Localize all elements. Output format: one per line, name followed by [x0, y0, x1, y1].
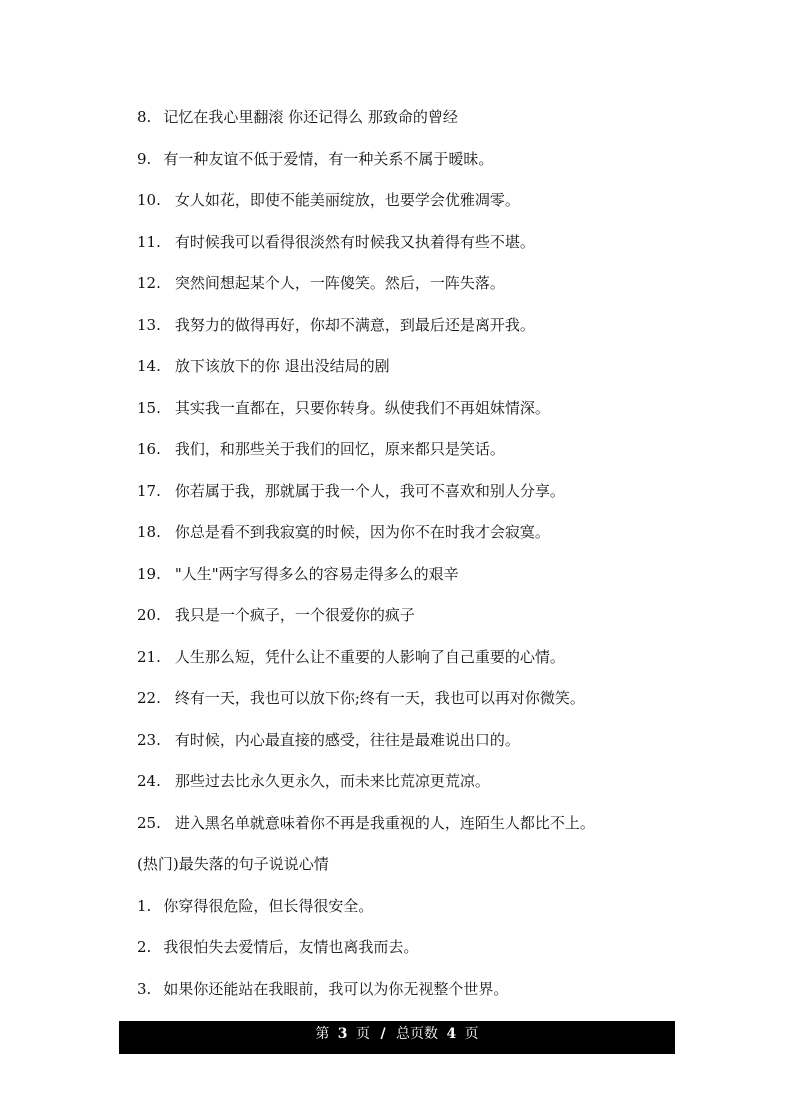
list-item-number: 24. — [137, 772, 161, 790]
list-item-number: 20. — [137, 606, 161, 624]
list-item-number: 18. — [137, 523, 161, 541]
list-item — [137, 187, 697, 229]
list-item — [137, 768, 697, 810]
list-item — [137, 353, 697, 395]
list-item-text: 有一种友谊不低于爱情，有一种关系不属于暧昧。 — [163, 149, 494, 168]
list-item — [137, 976, 697, 1018]
list-item-number: 21. — [137, 647, 161, 666]
list-item-text: 你若属于我，那就属于我一个人，我可不喜欢和别人分享。 — [174, 481, 565, 500]
list-item-text: 我很怕失去爱情后，友情也离我而去。 — [163, 938, 419, 956]
list-item-text: 有时候，内心最直接的感受，往往是最难说出口的。 — [174, 730, 520, 749]
footer-total-label: 总页数 — [396, 1026, 439, 1042]
list-item — [137, 519, 697, 561]
list-item-number: 22. — [137, 689, 161, 707]
list-item — [137, 312, 697, 354]
footer-page-unit: 页 — [355, 1026, 370, 1042]
list-item-number: 17. — [137, 481, 161, 500]
footer-separator: / — [380, 1026, 386, 1042]
list-item-number: 9. — [137, 149, 152, 168]
footer-current-page: 3 — [337, 1026, 348, 1042]
section-heading — [137, 851, 697, 893]
footer-page-label: 第 — [315, 1026, 330, 1042]
list-item-text: 你穿得很危险，但长得很安全。 — [163, 896, 374, 915]
list-item-text: 记忆在我心里翻滚 你还记得么 那致命的曾经 — [163, 108, 458, 126]
list-item — [137, 893, 697, 935]
list-item-number: 12. — [137, 274, 161, 292]
list-item — [137, 270, 697, 312]
list-item-text: "人生"两字写得多么的容易走得多么的艰辛 — [174, 564, 459, 583]
list-item-text: 女人如花，即使不能美丽绽放，也要学会优雅凋零。 — [174, 191, 520, 209]
list-item-number: 8. — [137, 108, 152, 126]
list-item-number: 2. — [137, 938, 152, 956]
list-item — [137, 727, 697, 769]
list-item-text: 有时候我可以看得很淡然有时候我又执着得有些不堪。 — [174, 232, 535, 251]
list-item — [137, 229, 697, 271]
list-item — [137, 478, 697, 520]
list-item — [137, 644, 697, 686]
list-item — [137, 395, 697, 437]
list-item-number: 19. — [137, 564, 161, 583]
list-item-text: (热门)最失落的句子说说心情 — [137, 855, 329, 873]
list-item-text: 其实我一直都在，只要你转身。纵使我们不再姐妹情深。 — [174, 398, 550, 417]
list-item-number: 16. — [137, 440, 161, 458]
text-lines — [137, 104, 697, 1017]
list-item-text: 进入黑名单就意味着你不再是我重视的人，连陌生人都比不上。 — [174, 813, 595, 832]
list-item — [137, 810, 697, 852]
list-item — [137, 104, 697, 146]
list-item-text: 你总是看不到我寂寞的时候，因为你不在时我才会寂寞。 — [174, 523, 550, 541]
list-item — [137, 561, 697, 603]
list-item — [137, 146, 697, 188]
list-item-number: 15. — [137, 398, 161, 417]
list-item-number: 14. — [137, 357, 161, 375]
list-item-text: 我努力的做得再好，你却不满意，到最后还是离开我。 — [174, 315, 535, 334]
list-item-number: 1. — [137, 896, 152, 915]
list-item-number: 11. — [137, 232, 161, 251]
footer-total-unit: 页 — [464, 1026, 479, 1042]
list-item-number: 13. — [137, 315, 161, 334]
list-item — [137, 934, 697, 976]
list-item-text: 如果你还能站在我眼前，我可以为你无视整个世界。 — [163, 979, 509, 998]
list-item-text: 那些过去比永久更永久，而未来比荒凉更荒凉。 — [174, 772, 490, 790]
list-item-text: 终有一天，我也可以放下你;终有一天，我也可以再对你微笑。 — [174, 689, 585, 707]
list-item-number: 3. — [137, 979, 152, 998]
list-item-number: 25. — [137, 813, 161, 832]
list-item-text: 我们，和那些关于我们的回忆，原来都只是笑话。 — [174, 440, 505, 458]
list-item-text: 突然间想起某个人，一阵傻笑。然后，一阵失落。 — [174, 274, 505, 292]
page-footer — [119, 1021, 675, 1054]
list-item-text: 放下该放下的你 退出没结局的剧 — [174, 357, 390, 375]
list-item-number: 10. — [137, 191, 161, 209]
list-item — [137, 602, 697, 644]
list-item-text: 人生那么短，凭什么让不重要的人影响了自己重要的心情。 — [174, 647, 565, 666]
list-item — [137, 685, 697, 727]
list-item — [137, 436, 697, 478]
footer-total-pages: 4 — [446, 1026, 457, 1042]
list-item-number: 23. — [137, 730, 161, 749]
list-item-text: 我只是一个疯子，一个很爱你的疯子 — [174, 606, 415, 624]
